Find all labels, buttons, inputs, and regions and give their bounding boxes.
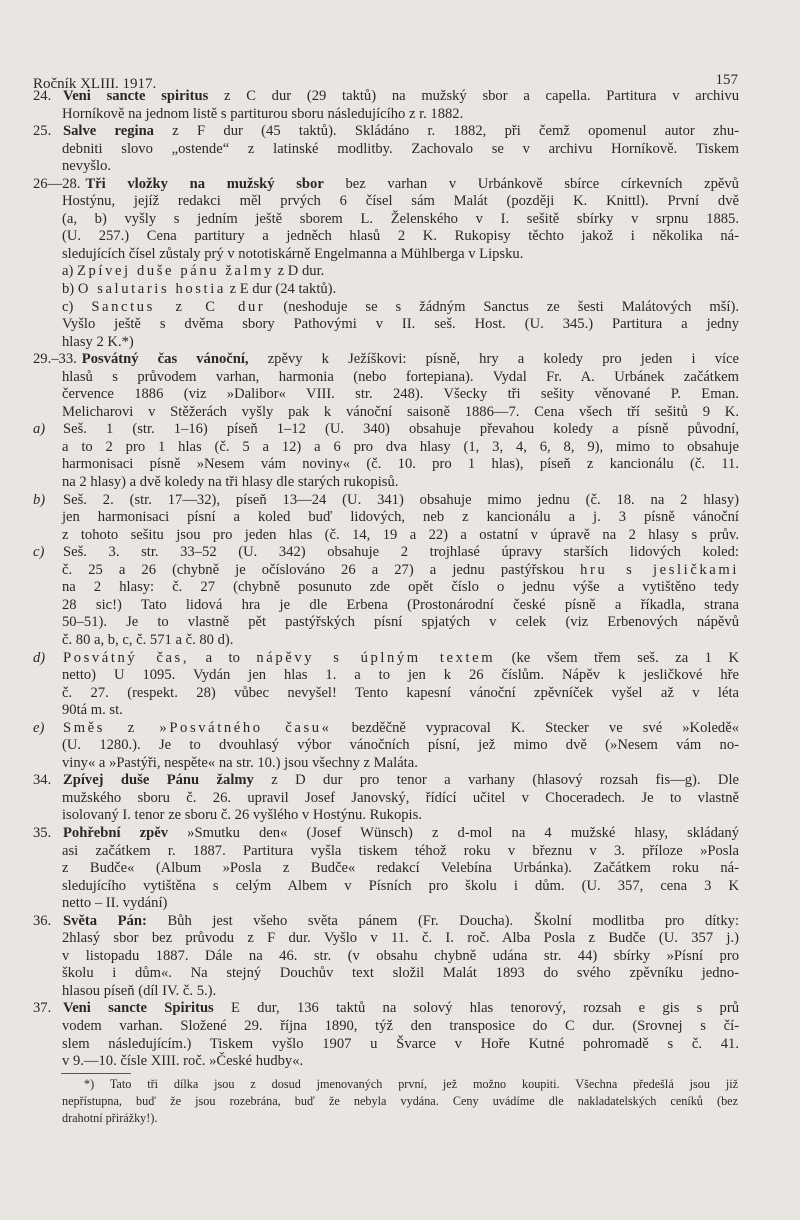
text-run: bez varhan v Urbánkově sbírce církevních zpěvů	[323, 175, 739, 192]
text-line	[33, 141, 739, 159]
entry-first-line	[33, 88, 739, 106]
line-text	[62, 965, 739, 983]
text-run: netto – II. vydání)	[62, 895, 168, 912]
text-line	[33, 456, 739, 474]
entry-number: 25.	[33, 123, 52, 140]
footnote-line: drahotní přirážky!).	[62, 1111, 158, 1125]
text-run: z F dur (45 taktů). Skládáno r. 1882, při čemž opomenul autor zhu-	[153, 123, 739, 140]
line-text	[63, 913, 739, 931]
line-text	[62, 860, 739, 878]
line-text	[62, 685, 739, 703]
text-run: Melicharovi v Stěžerách vyšly pak k vánoční saisoně 1886—7. Cena všech tří sešitů 9 K.	[62, 403, 739, 420]
text-run: sledujícího vytištěna s celým Albem v Písních pro školu i dům. (U. 357, cena 3 K	[62, 877, 739, 894]
text-line	[33, 579, 739, 597]
line-text	[62, 509, 739, 527]
line-text	[63, 1000, 739, 1018]
line-text	[62, 299, 739, 317]
line-text	[63, 825, 739, 843]
spaced-title: O salutaris hostia	[77, 281, 226, 298]
page-number: 157	[715, 72, 738, 88]
text-run: mužského sboru č. 26. upravil Josef Janovský, řídící učitel v Choceradech. Je to vlastně	[62, 789, 739, 806]
entry-first-line	[33, 720, 739, 738]
bold-title: Tři vložky na mužský sbor	[85, 175, 324, 192]
entry-number: 26—28.	[33, 175, 81, 192]
text-run: (ke všem třem seš. za 1 K	[495, 649, 739, 666]
text-run: č. 27. (respekt. 28) vůbec nevyšel! Tento kapesní vánoční zpěvníček vyšel až v léta	[62, 684, 739, 701]
text-run: netto) U 1095. Vydán jen hlas 1. a to jen k 26 číslům. Nápěv k jesličkové hře	[62, 667, 739, 684]
text-line	[33, 807, 739, 825]
text-line	[33, 281, 739, 299]
footnote-line: *) Tato tři dílka jsou z dosud jmenovaných první, jež možno koupiti. Všechna předešlá jsou již	[84, 1077, 738, 1091]
text-line	[33, 965, 739, 983]
entry-first-line	[33, 351, 739, 369]
text-run: »Smutku den« (Josef Wünsch) z d-mol na 4 mužské hlasy, skládaný	[168, 824, 739, 841]
text-line	[33, 843, 739, 861]
text-run: č. 80 a, b, c, č. 571 a č. 80 d).	[62, 631, 234, 648]
text-run: hlasy 2 K.*)	[62, 333, 134, 350]
line-text	[62, 667, 739, 685]
line-text	[62, 895, 739, 913]
entry-first-line	[33, 825, 739, 843]
line-text	[63, 492, 739, 510]
entry-number: 29.–33.	[33, 351, 77, 368]
text-line	[33, 404, 739, 422]
text-line	[33, 983, 739, 1001]
line-text	[62, 263, 739, 281]
bold-title: Světa Pán:	[63, 912, 147, 929]
bold-title: Veni sancte spiritus	[63, 88, 209, 104]
footnote-line: nepřístupna, buď že jsou rozebrána, buď že nebyla vydána. Ceny uvádíme dle nakladatelských ceníků (bez	[62, 1094, 738, 1108]
line-text	[62, 843, 739, 861]
text-run: na 2 hlasy: č. 27 (chybně posunuto zde opět číslo o jednu výše a vytištěno tedy	[62, 579, 739, 596]
bold-title: Salve regina	[63, 123, 154, 140]
line-text	[63, 88, 739, 106]
text-run: Seš. 3. str. 33–52 (U. 342) obsahuje 2 trojhlasé úpravy starších lidových koled:	[63, 544, 739, 561]
text-run: v 9.—10. čísle XIII. roč. »České hudby«.	[62, 1053, 304, 1070]
line-text	[62, 228, 739, 246]
line-text	[62, 1036, 739, 1054]
text-line	[33, 474, 739, 492]
text-run: č. 25 a 26 (chybně je očíslováno 26 a 27) a jednu pastýřskou	[62, 561, 581, 578]
text-run: Horníkově na jednom listě s partiturou sboru následujícího z r. 1882.	[62, 105, 464, 122]
line-text	[62, 597, 739, 615]
line-text	[62, 193, 739, 211]
bold-title: Posvátný čas vánoční,	[81, 351, 249, 368]
spaced-title: Sanctus z C dur	[91, 298, 266, 315]
line-text	[62, 158, 739, 176]
line-text	[63, 421, 739, 439]
line-text	[62, 737, 739, 755]
text-line	[33, 632, 739, 650]
line-text	[62, 702, 739, 720]
line-text	[82, 351, 739, 369]
text-run: debniti slovo „ostende“ z latinské modlitby. Zachovalo se v archivu Horníkově. Tiskem	[62, 140, 739, 157]
text-line	[33, 597, 739, 615]
line-text	[62, 386, 739, 404]
line-text	[62, 948, 739, 966]
spaced-title: Posvátný čas,	[63, 649, 190, 666]
text-line	[33, 246, 739, 264]
entry-number: b)	[33, 491, 46, 508]
footnote	[62, 1076, 738, 1127]
line-text	[63, 720, 739, 738]
text-run: isolovaný I. tenor ze sboru č. 26 vyšlého v Hostýnu. Rukopis.	[62, 807, 422, 824]
text-run: z C dur (29 taktů) na mužský sbor a capella. Partitura v archivu	[208, 88, 739, 104]
text-line	[33, 790, 739, 808]
line-text	[62, 474, 739, 492]
spaced-title: Zpívej duše pánu žalmy	[77, 263, 275, 280]
text-run: 28 sic!) Tato lidová hra je dle Erbena (Prostonárodní české písně a říkadla, strana	[62, 596, 739, 613]
line-text	[62, 369, 739, 387]
text-line	[33, 509, 739, 527]
line-text	[63, 772, 739, 790]
line-text	[62, 755, 739, 773]
text-line	[33, 211, 739, 229]
entry-first-line	[33, 544, 739, 562]
line-text	[63, 544, 739, 562]
line-text	[62, 404, 739, 422]
text-line	[33, 263, 739, 281]
spaced-title: hru s jesličkami	[580, 561, 739, 578]
text-line	[33, 737, 739, 755]
line-text	[62, 527, 739, 545]
line-text	[62, 1018, 739, 1036]
text-run: (U. 257.) Cena partitury a jedněch hlasů 2 K. Rukopisy těchto jakož i několika ná-	[62, 228, 739, 245]
entry-first-line	[33, 650, 739, 668]
text-run: harmonisaci písně »Nesem vám noviny« (č. 10. pro 1 hlas), píseň z kancionálu (č. 11.	[62, 456, 739, 473]
text-run: Vyšlo ještě s dvěma sbory Pathovými v II. seš. Host. (U. 345.) Partitura a jedny	[62, 316, 739, 333]
text-line	[33, 755, 739, 773]
text-run: Bůh jest všeho světa pánem (Fr. Doucha). Školní modlitba pro dítky:	[146, 912, 739, 929]
text-run: školu i dům«. Na stejný Douchův text složil Malát 1893 do svého zpěvníku jedno-	[62, 965, 739, 982]
line-text	[62, 807, 739, 825]
text-line	[33, 386, 739, 404]
text-line	[33, 1036, 739, 1054]
text-run: Seš. 2. (str. 17—32), píseň 13—24 (U. 341) obsahuje mimo jednu (č. 18. na 2 hlasy)	[63, 491, 739, 508]
text-run: Seš. 1 (str. 1–16) píseň 1–12 (U. 340) obsahuje převahou koledy a písně původní,	[63, 421, 739, 438]
bold-title: Veni sancte Spiritus	[63, 1000, 214, 1017]
text-line	[33, 334, 739, 352]
line-text	[62, 141, 739, 159]
line-text	[62, 1053, 739, 1071]
line-text	[62, 211, 739, 229]
text-run: E dur, 136 taktů na solový hlas tenorový, rozsah e gis s prů	[213, 1000, 740, 1017]
text-run: jen harmonisaci písní a koled buď lidových, neb z kancionálu a j. 3 písně vánoční	[62, 509, 739, 526]
bold-title: Zpívej duše Pánu žalmy	[63, 772, 254, 789]
text-run: zpěvy k Ježíškovi: písně, hry a koledy pro jeden i více	[248, 351, 740, 368]
entry-number: c)	[33, 544, 45, 561]
text-line	[33, 614, 739, 632]
text-line	[33, 193, 739, 211]
line-text	[62, 983, 739, 1001]
text-run: na 2 hlasy) a dvě koledy na tři hlasy dle starých rukopisů.	[62, 474, 399, 491]
line-text	[62, 562, 739, 580]
text-run: z E dur (24 taktů).	[225, 281, 337, 298]
text-run: 90tá m. st.	[62, 702, 123, 719]
text-line	[33, 860, 739, 878]
text-run: c)	[62, 298, 92, 315]
text-run: z tohoto sešitu jsou pro jeden hlas (č. 14, 19 a 22) a ostatní v úpravě na 2 hlasy s prův.	[62, 526, 739, 543]
text-line	[33, 527, 739, 545]
entry-first-line	[33, 421, 739, 439]
entry-first-line	[33, 772, 739, 790]
text-run: nevyšlo.	[62, 158, 112, 175]
line-text	[62, 878, 739, 896]
spaced-title: nápěvy s úplným textem	[256, 649, 496, 666]
line-text	[63, 650, 739, 668]
text-run: (U. 1280.). Je to dvouhlasý výbor vánočních písní, jež mimo dvě (»Nesem vám no-	[62, 737, 739, 754]
text-line	[33, 685, 739, 703]
text-run: (neshoduje se s žádným Sanctus ze šesti Malátových mší).	[265, 298, 739, 315]
text-run: z D dur pro tenor a varhany (hlasový rozsah fis—g). Dle	[253, 772, 739, 789]
text-run: (a, b) vyšly s jedním ještě sborem L. Želenského v I. sešitě sbírky v srpnu 1885.	[62, 210, 739, 227]
text-run: hlasů s průvodem varhan, harmonia (nebo fortepiana). Vydal Fr. A. Urbánek začátkem	[62, 368, 739, 385]
entry-first-line	[33, 913, 739, 931]
entry-number: e)	[33, 719, 45, 736]
text-line	[33, 106, 739, 124]
line-text	[62, 281, 739, 299]
entry-first-line	[33, 123, 739, 141]
line-text	[85, 176, 739, 194]
text-run: 50–51). Je to vlastně pět pastýřských písní spjatých v celek (viz Erbenových nápěvů	[62, 614, 739, 631]
text-run: a to 2 pro 1 hlas (č. 5 a 12) a 6 pro dva hlasy (1, 3, 4, 6, 8, 9), mimo to obsahuje	[62, 438, 739, 455]
running-head: Ročník XLIII. 1917.	[33, 76, 157, 92]
line-text	[63, 123, 739, 141]
text-run: 2hlasý sbor bez průvodu z F dur. Vyšlo v 11. č. I. roč. Alba Posla z Budče (U. 357 j.)	[62, 930, 739, 947]
text-line	[33, 228, 739, 246]
text-run: z Budče« (Album »Posla z Budče« redakcí Velebína Urbánka). Začátkem roku ná-	[62, 860, 739, 877]
line-text	[62, 439, 739, 457]
line-text	[62, 246, 739, 264]
spaced-title: Směs z »Posvátného času«	[63, 719, 332, 736]
line-text	[62, 930, 739, 948]
text-line	[33, 1018, 739, 1036]
line-text	[62, 316, 739, 334]
text-run: sledujících čísel zůstaly prý v nototiskárně Engelmanna a Mühlberga v Lipsku.	[62, 245, 524, 262]
line-text	[62, 106, 739, 124]
text-line	[33, 667, 739, 685]
text-run: v listopadu 1887. Dále na 46. str. (v obsahu chybně udána str. 44) sbírky »Písní pro	[62, 947, 739, 964]
line-text	[62, 334, 739, 352]
text-run: července 1886 (viz »Dalibor« VIII. str. 248). Všecky tři sešity věnované P. Eman.	[62, 386, 739, 403]
entry-number: d)	[33, 649, 46, 666]
text-run: hlasou píseň (díl IV. č. 5.).	[62, 982, 217, 999]
text-run: vodem varhan. Složené 29. října 1890, týž den transposice do C dur. (Srovnej s čí-	[62, 1017, 739, 1034]
text-run: z D dur.	[274, 263, 325, 280]
body-text	[33, 88, 739, 1071]
bold-title: Pohřební zpěv	[63, 824, 169, 841]
text-line	[33, 1053, 739, 1071]
text-run: Hostýnu, jejíž redakci měl prvých 6 čísel sám Malát (později K. Knittl). První dvě	[62, 193, 739, 210]
text-line	[33, 439, 739, 457]
text-line	[33, 878, 739, 896]
text-line	[33, 948, 739, 966]
text-line	[33, 316, 739, 334]
entry-first-line	[33, 1000, 739, 1018]
entry-number: 37.	[33, 1000, 52, 1017]
text-run: slem následujícím.) Tiskem vyšlo 1907 u Švarce v Hoře Kutné pohromadě s č. 41.	[62, 1035, 739, 1052]
entry-first-line	[33, 176, 739, 194]
text-run: viny« a »Pastýři, nespěte« na str. 10.) jsou všechny z Maláta.	[62, 754, 418, 771]
text-line	[33, 895, 739, 913]
text-line	[33, 158, 739, 176]
footnote-divider	[61, 1073, 131, 1074]
entry-number: 24.	[33, 88, 52, 104]
text-run: a to	[189, 649, 257, 666]
entry-number: 34.	[33, 772, 52, 789]
text-line	[33, 702, 739, 720]
text-line	[33, 299, 739, 317]
line-text	[62, 456, 739, 474]
text-run: asi začátkem r. 1887. Partitura vyšla tiskem téhož roku v březnu v 3. příloze »Posla	[62, 842, 739, 859]
entry-number: a)	[33, 421, 46, 438]
entry-first-line	[33, 492, 739, 510]
text-run: bezděčně vypracoval K. Stecker ve své »Koledě«	[331, 719, 739, 736]
entry-number: 35.	[33, 824, 52, 841]
line-text	[62, 632, 739, 650]
text-run: b)	[62, 281, 78, 298]
text-line	[33, 930, 739, 948]
text-line	[33, 369, 739, 387]
entry-number: 36.	[33, 912, 52, 929]
text-line	[33, 562, 739, 580]
line-text	[62, 790, 739, 808]
text-run: a)	[62, 263, 77, 280]
line-text	[62, 579, 739, 597]
line-text	[62, 614, 739, 632]
